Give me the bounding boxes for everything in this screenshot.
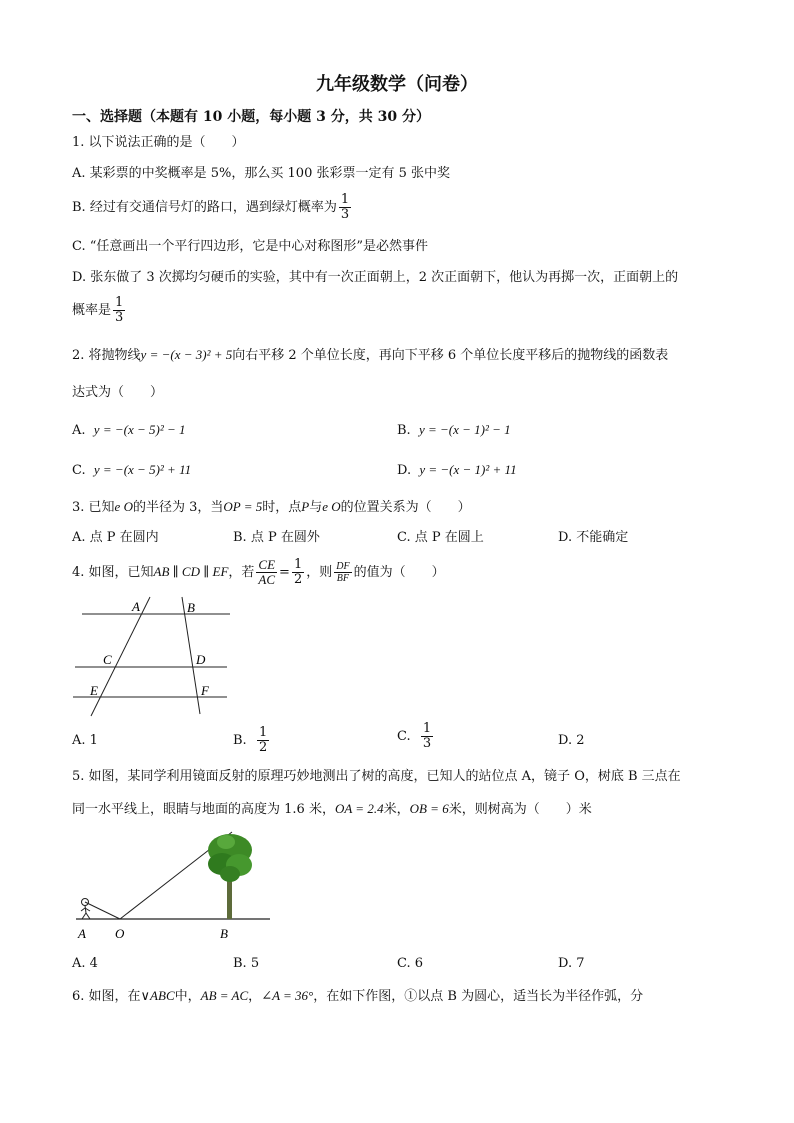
q1-option-a: A. 某彩票的中奖概率是 5%，那么买 100 张彩票一定有 5 张中奖: [72, 166, 451, 181]
fraction: $\frac{1}{3}$: [422, 721, 432, 751]
label-f: F: [201, 683, 209, 698]
q3-option-a: A. 点 P 在圆内: [72, 530, 159, 545]
label-d: D: [196, 652, 206, 667]
tree-mirror-figure: [72, 828, 277, 944]
q6-stem: 6. 如图，在∨ABC中，AB = AC，∠A = 36°，在如下作图，①以点 B 为圆心，适当长为半径作弧，分: [72, 988, 644, 1004]
q4-option-b: B. $\frac{1}{2}$: [233, 725, 268, 755]
q1-option-d-line2: 概率是 $\frac{1}{3}$: [72, 295, 124, 325]
q4-option-d: D. 2: [558, 733, 585, 748]
fraction: $\frac{1}{2}$: [258, 725, 268, 755]
q3-option-c: C. 点 P 在圆上: [397, 530, 484, 545]
label-b: B: [220, 926, 228, 941]
parallel-lines-figure: [70, 595, 240, 720]
q1-option-d-line1: D. 张东做了 3 次掷均匀硬币的实验，其中有一次正面朝上，2 次正面朝下，他认为再掷一次，正面朝上的: [72, 270, 679, 285]
label-c: C: [103, 652, 112, 667]
fraction: $\frac{CE}{AC}$: [258, 557, 276, 587]
incident-ray: [85, 902, 120, 919]
q4-option-a: A. 1: [72, 733, 98, 748]
q3-option-d: D. 不能确定: [558, 530, 629, 545]
q5-option-d: D. 7: [558, 956, 585, 971]
q1-option-c: C. “任意画出一个平行四边形，它是中心对称图形”是必然事件: [72, 239, 429, 254]
q2-option-a: A. y = −(x − 5)² − 1: [72, 422, 186, 438]
q1-stem: 1. 以下说法正确的是（ ）: [72, 135, 245, 150]
label-a: A: [132, 599, 140, 614]
tree-icon: [208, 834, 252, 919]
fraction: $\frac{DF}{BF}$: [336, 561, 350, 584]
q3-option-b: B. 点 P 在圆外: [233, 530, 320, 545]
page-title: 九年级数学（问卷）: [316, 74, 478, 95]
q5-option-a: A. 4: [72, 956, 98, 971]
q1-option-b: B. 经过有交通信号灯的路口，遇到绿灯概率为 $\frac{1}{3}$: [72, 192, 350, 222]
q5-option-c: C. 6: [397, 956, 424, 971]
q2-option-b: B. y = −(x − 1)² − 1: [397, 422, 511, 438]
q4-option-c: C. $\frac{1}{3}$: [397, 721, 432, 751]
label-a: A: [78, 926, 86, 941]
q4-stem: 4. 如图，已知AB ∥ CD ∥ EF，若 $\frac{CE}{AC}$ = $\frac{1}{2}$ ，则 $\frac{DF}{BF}$ 的值为（ ）: [72, 557, 445, 587]
q5-stem-line1: 5. 如图，某同学利用镜面反射的原理巧妙地测出了树的高度，已知人的站位点 A，镜子 O，树底 B 三点在: [72, 769, 681, 784]
q3-stem: 3. 已知e O的半径为 3，当OP = 5时，点P与e O的位置关系为（ ）: [72, 499, 471, 515]
person-icon: [81, 899, 90, 920]
section-heading: 一、选择题（本题有 10 小题，每小题 3 分，共 30 分）: [72, 109, 430, 125]
q2-stem-line1: 2. 将抛物线y = −(x − 3)² + 5向右平移 2 个单位长度，再向下平移 6 个单位长度平移后的抛物线的函数表: [72, 347, 669, 363]
fraction: $\frac{1}{2}$: [293, 557, 303, 587]
q5-stem-line2: 同一水平线上，眼睛与地面的高度为 1.6 米，OA = 2.4米，OB = 6米，则树高为（ ）米: [72, 801, 592, 817]
q2-option-c: C. y = −(x − 5)² + 11: [72, 462, 192, 478]
fraction: $\frac{1}{3}$: [115, 295, 124, 325]
transversal-ae: [91, 597, 150, 716]
label-o: O: [115, 926, 125, 941]
q2-option-d: D. y = −(x − 1)² + 11: [397, 462, 517, 478]
q2-stem-line2: 达式为（ ）: [72, 385, 164, 400]
label-e: E: [90, 683, 98, 698]
q5-option-b: B. 5: [233, 956, 260, 971]
fraction: $\frac{1}{3}$: [340, 192, 350, 222]
label-b: B: [187, 600, 195, 615]
